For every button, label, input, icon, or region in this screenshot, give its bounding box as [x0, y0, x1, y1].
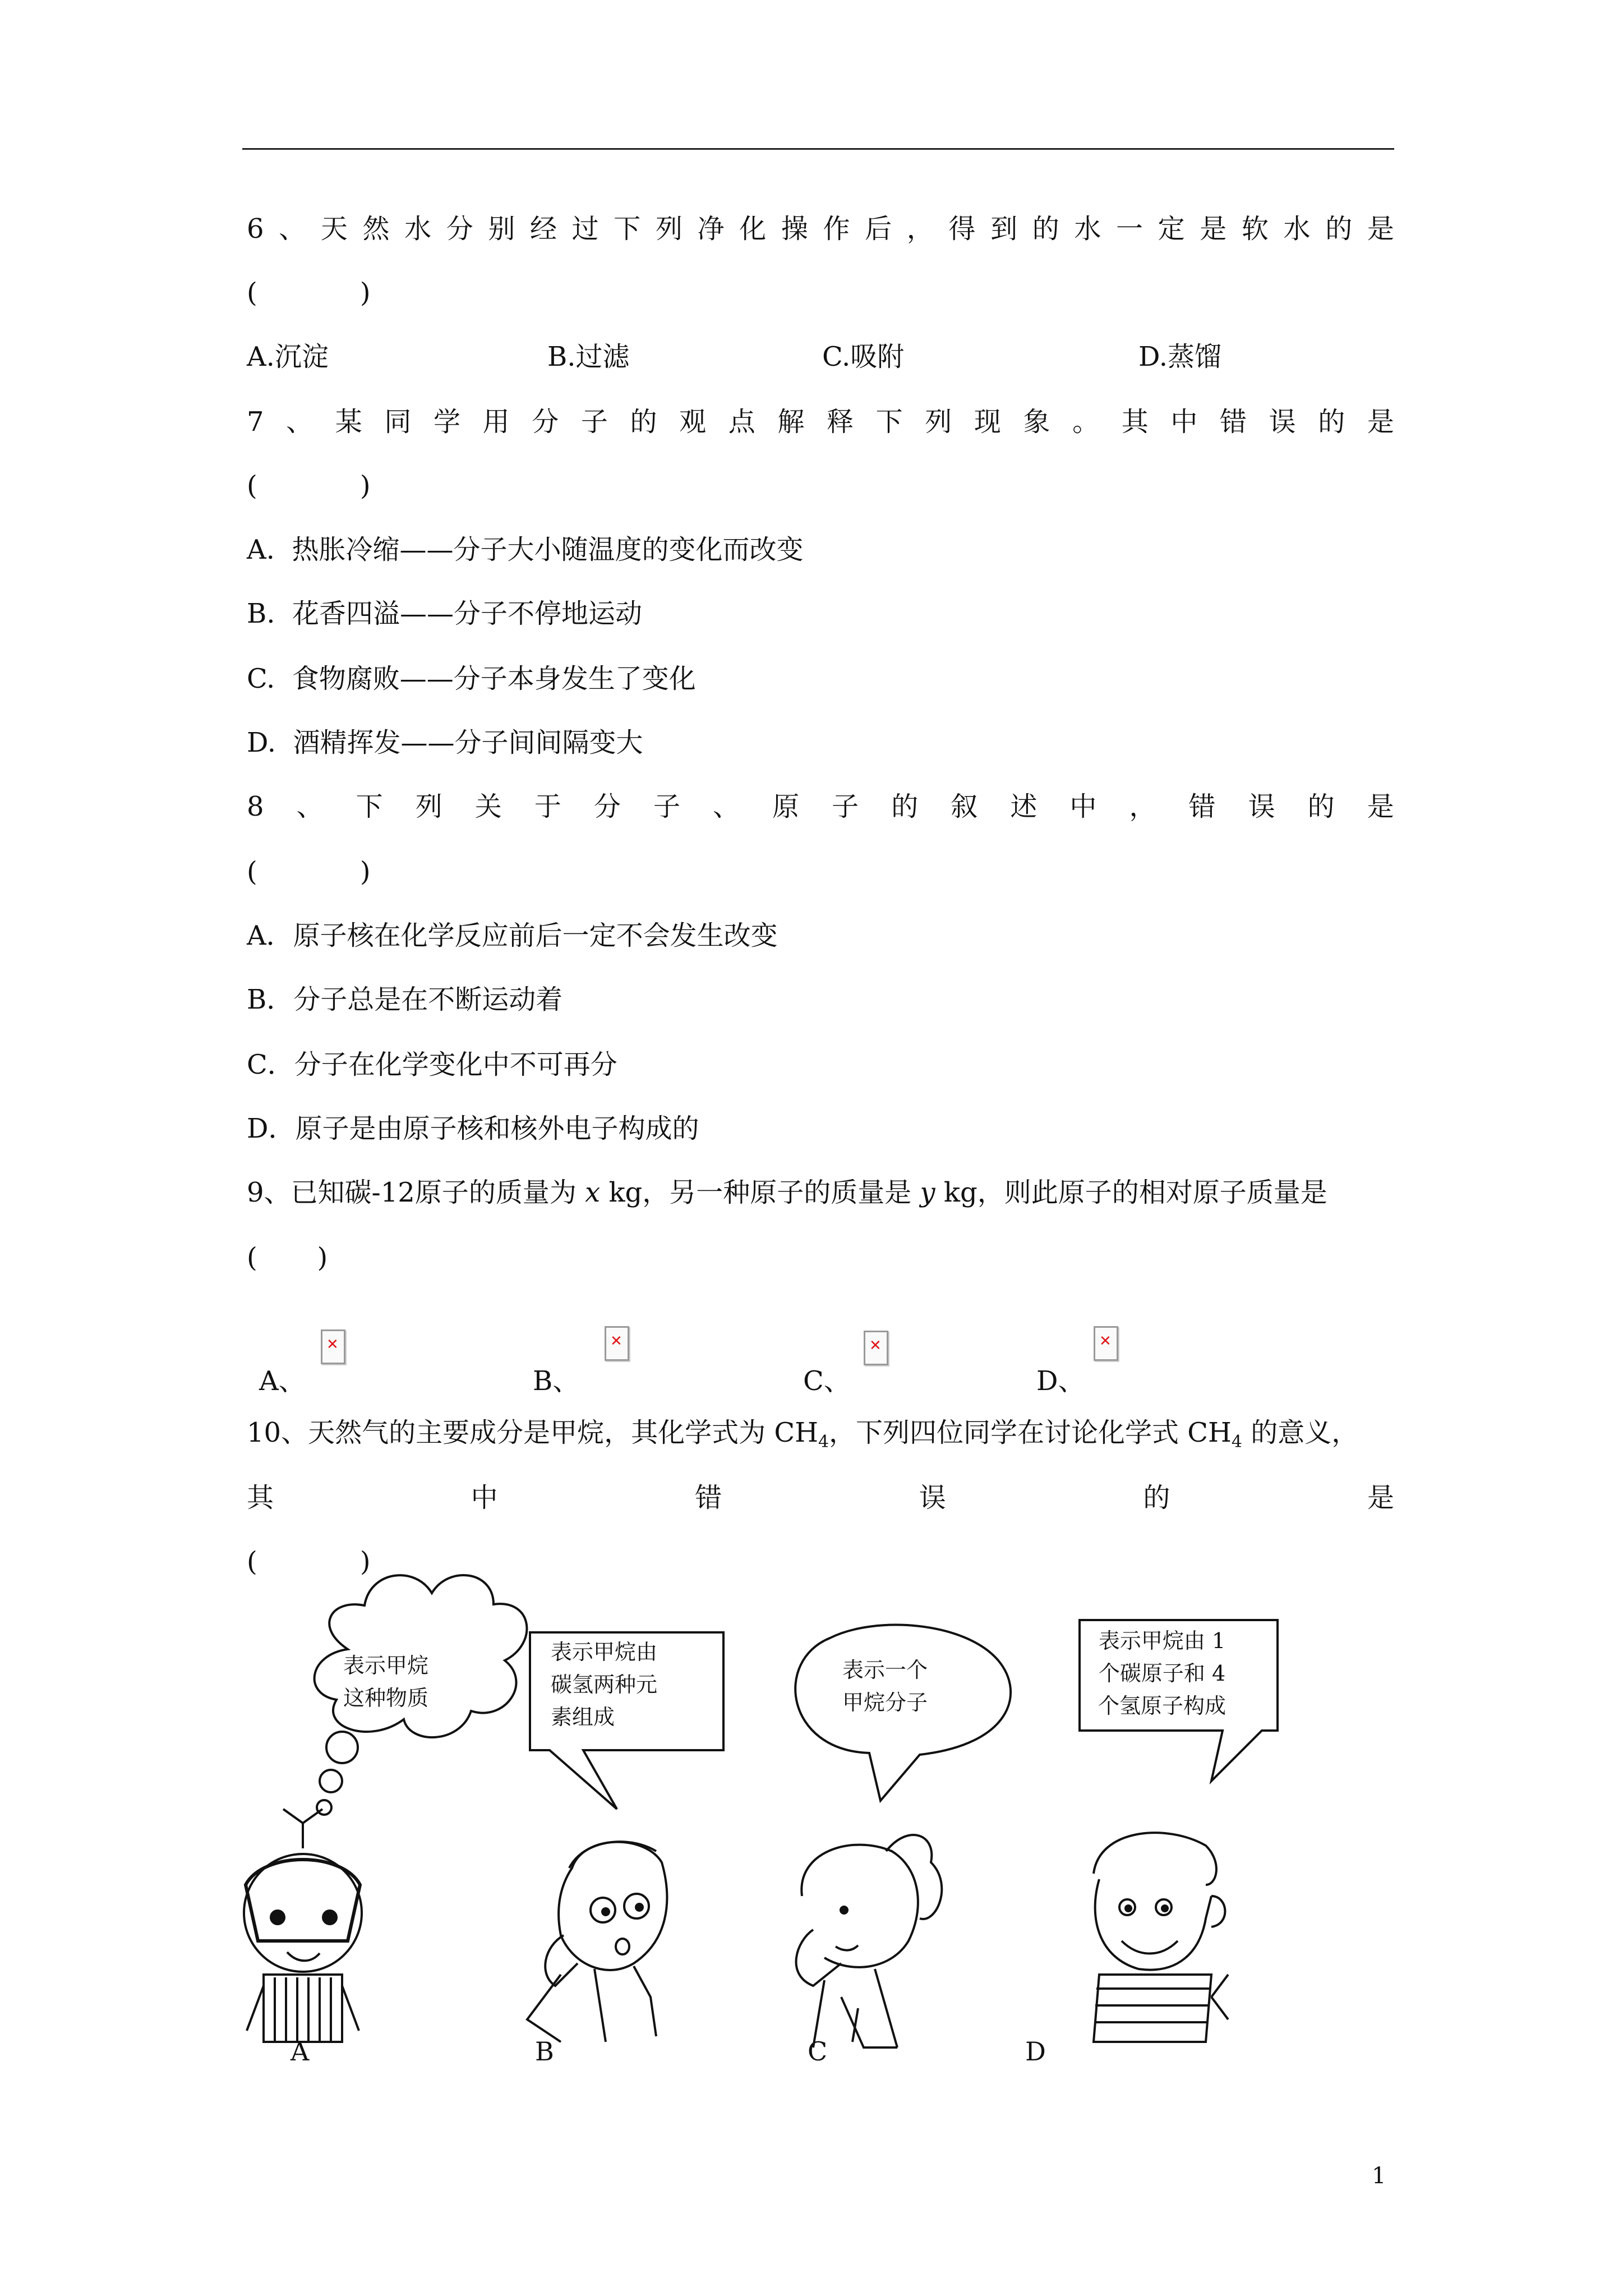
figure-label-c: C [808, 2036, 828, 2067]
question-8-option-b: B．分子总是在不断运动着 [247, 984, 563, 1015]
question-9-blank: ( ) [247, 1242, 328, 1273]
stem-character: 。 [1072, 406, 1100, 438]
question-10-blank: ( ) [247, 1546, 371, 1577]
bubble-text-d: 表示甲烷由 1 个碳原子和 4 个氢原子构成 [1098, 1628, 1227, 1718]
stem-character: 误 [1269, 406, 1296, 438]
stem-character: 、 [279, 213, 306, 245]
stem-character: 关 [474, 791, 502, 822]
subscript-4: 4 [1231, 1432, 1242, 1452]
stem-character: 8 [247, 791, 264, 822]
stem-character: 然 [362, 213, 390, 245]
thought-dot [326, 1732, 358, 1763]
stem-character: 错 [1220, 406, 1247, 438]
stem-character: 分 [532, 406, 559, 438]
stem-character: 中 [1170, 406, 1198, 438]
question-7-option-d: D. 酒精挥发——分子间间隔变大 [247, 727, 643, 758]
stem-character: 的 [1143, 1482, 1170, 1513]
stem-character: 学 [434, 406, 461, 438]
student-b-drawing [527, 1842, 667, 2042]
student-a-drawing [244, 1809, 362, 2042]
stem-character: 的 [1307, 791, 1335, 822]
stem-character: 用 [482, 406, 510, 438]
stem-character: 是 [1367, 213, 1394, 245]
question-9-stem-part-c: kg，则此原子的相对原子质量是 [935, 1177, 1327, 1208]
stem-character: 是 [1367, 791, 1394, 822]
question-8-option-d: D．原子是由原子核和核外电子构成的 [247, 1113, 699, 1144]
stem-character: 后 [865, 213, 892, 245]
stem-character: 软 [1241, 213, 1269, 245]
figure-label-b: B [535, 2036, 554, 2067]
stem-character: 于 [534, 791, 561, 822]
question-10-stem-part-b: ，下列四位同学在讨论化学式 CH [829, 1417, 1232, 1448]
stem-character: 其 [1121, 406, 1149, 438]
stem-character: 分 [593, 791, 621, 822]
stem-character: 解 [777, 406, 805, 438]
figure-label-a: A [291, 2036, 310, 2067]
stem-character: 、 [286, 406, 313, 438]
stem-character: 别 [488, 213, 515, 245]
question-9-option-b-label: B、 [533, 1365, 580, 1397]
stem-character: 误 [919, 1482, 946, 1513]
question-6-option-b: B.过滤 [547, 341, 630, 372]
stem-character: 到 [990, 213, 1018, 245]
stem-character: 定 [1158, 213, 1185, 245]
stem-character: 误 [1248, 791, 1275, 822]
bubble-text-b: 表示甲烷由 碳氢两种元 素组成 [551, 1640, 658, 1729]
question-9-stem-part-a: 9、已知碳-12原子的质量为 [247, 1177, 585, 1208]
stem-character: 列 [415, 791, 442, 822]
question-6-option-c: C.吸附 [822, 341, 905, 372]
stem-character: 的 [891, 791, 919, 822]
variable-y: y [920, 1177, 935, 1208]
stem-character: 、 [296, 791, 324, 822]
stem-character: 一 [1115, 213, 1143, 245]
stem-character: 的 [630, 406, 657, 438]
stem-character: 下 [875, 406, 903, 438]
stem-character: 是 [1367, 1482, 1394, 1513]
stem-character: 列 [655, 213, 683, 245]
question-9-option-a-label: A、 [259, 1365, 306, 1397]
question-9-option-d-label: D、 [1036, 1365, 1085, 1397]
student-c-drawing [796, 1835, 942, 2047]
stem-character: 叙 [951, 791, 978, 822]
student-d-drawing [1094, 1833, 1228, 2042]
stem-character: 原 [772, 791, 800, 822]
stem-character: 经 [530, 213, 557, 245]
stem-character: 下 [614, 213, 641, 245]
stem-character: 、 [713, 791, 740, 822]
stem-character: 操 [781, 213, 808, 245]
stem-character: 同 [384, 406, 412, 438]
stem-character: 7 [247, 406, 264, 438]
stem-character: 点 [728, 406, 755, 438]
question-7-option-a: A. 热胀冷缩——分子大小随温度的变化而改变 [247, 534, 804, 565]
stem-character: 过 [571, 213, 599, 245]
stem-character: ， [906, 213, 934, 245]
stem-character: 6 [247, 213, 264, 245]
figure-label-d: D [1025, 2036, 1046, 2067]
stem-character: 是 [1200, 213, 1227, 245]
thought-dot [320, 1770, 342, 1792]
question-7-option-c: C. 食物腐败——分子本身发生了变化 [247, 663, 696, 694]
stem-character: 错 [1188, 791, 1216, 822]
question-6-option-a: A.沉淀 [247, 341, 329, 372]
stem-character: 是 [1367, 406, 1394, 438]
stem-character: 子 [832, 791, 859, 822]
question-10-stem-part-c: 的意义， [1242, 1417, 1359, 1448]
stem-character: ， [1129, 791, 1156, 822]
stem-character: 其 [247, 1482, 274, 1513]
stem-character: 得 [948, 213, 976, 245]
variable-x: x [585, 1177, 601, 1208]
question-7-blank: ( ) [247, 470, 371, 501]
stem-character: 净 [697, 213, 725, 245]
question-6-blank: ( ) [247, 277, 371, 309]
stem-character: 错 [695, 1482, 722, 1513]
stem-character: 分 [446, 213, 473, 245]
stem-character: 的 [1325, 213, 1353, 245]
stem-character: 子 [653, 791, 680, 822]
stem-character: 中 [1069, 791, 1097, 822]
bubble-text-c: 表示一个 甲烷分子 [842, 1658, 928, 1715]
stem-character: 述 [1010, 791, 1038, 822]
stem-character: 释 [827, 406, 854, 438]
stem-character: 天 [320, 213, 348, 245]
question-9-option-c-label: C、 [803, 1365, 851, 1397]
stem-character: 水 [404, 213, 432, 245]
stem-character: 中 [471, 1482, 498, 1513]
stem-character: 的 [1032, 213, 1059, 245]
stem-character: 下 [356, 791, 383, 822]
stem-character: 水 [1283, 213, 1311, 245]
question-10-stem-part-a: 10、天然气的主要成分是甲烷，其化学式为 CH [247, 1417, 818, 1448]
stem-character: 作 [823, 213, 850, 245]
stem-character: 某 [335, 406, 362, 438]
stem-character: 的 [1318, 406, 1345, 438]
question-8-blank: ( ) [247, 856, 371, 887]
subscript-4: 4 [818, 1432, 829, 1452]
bubble-text-a: 表示甲烷 这种物质 [343, 1653, 429, 1710]
stem-character: 观 [679, 406, 707, 438]
stem-character: 子 [580, 406, 608, 438]
stem-character: 列 [925, 406, 952, 438]
question-9-stem-part-b: kg，另一种原子的质量是 [600, 1177, 920, 1208]
stem-character: 象 [1023, 406, 1050, 438]
page-number: 1 [1372, 2163, 1386, 2189]
question-7-option-b: B. 花香四溢——分子不停地运动 [247, 598, 643, 629]
stem-character: 化 [739, 213, 767, 245]
stem-character: 水 [1074, 213, 1101, 245]
question-8-option-c: C．分子在化学变化中不可再分 [247, 1049, 617, 1080]
stem-character: 现 [974, 406, 1001, 438]
question-6-option-d: D.蒸馏 [1138, 341, 1222, 372]
question-8-option-a: A．原子核在化学反应前后一定不会发生改变 [247, 920, 778, 951]
